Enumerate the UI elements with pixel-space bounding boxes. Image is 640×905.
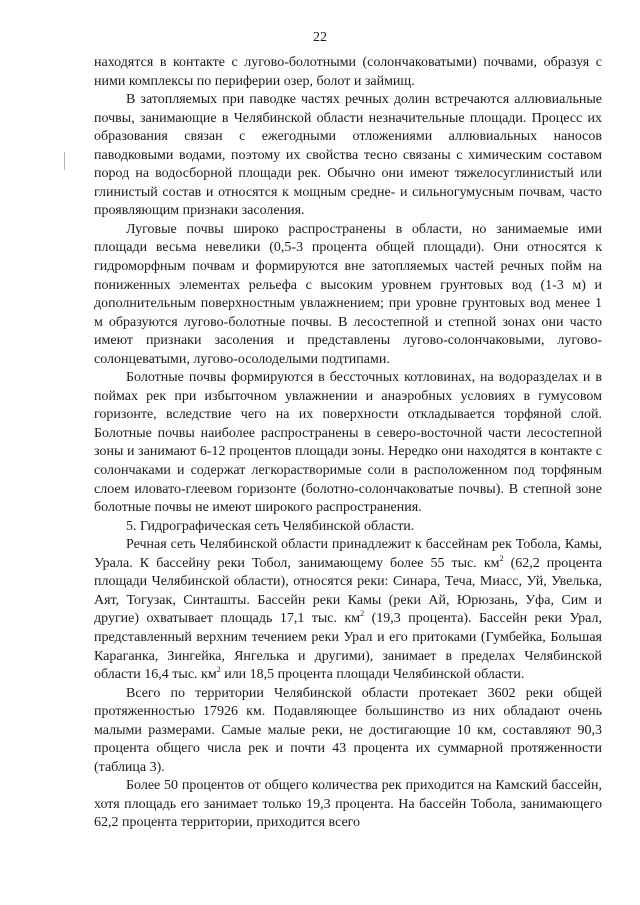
river-text-3: (19,3 процента). Бассейн реки Урал, представленный верхним течением реки Урал и его притоками (Гумбейка, Большая Караганка, Зингейка, Янгелька и другими), занимает в пределах Челябинской области 16,4 тыс. км	[94, 611, 602, 683]
paragraph-bog-soils: Болотные почвы формируются в бессточных котловинах, на водоразделах и в поймах рек при избыточном увлажнении и анаэробных условиях в гумусовом горизонте, вследствие чего на их поверхности откладывается торфяной слой. Болотные почвы наиболее распространены в северо-восточной части лесостепной зоны и занимают 6-12 процентов площади зоны. Нередко они находятся в контакте с солончаками и содержат легкорастворимые соли в расположенном под торфяным слоем иловато-глеевом горизонте (болотно-солончаковатые почвы). В степной зоне болотные почвы не имеют широкого распространения.	[94, 370, 602, 516]
page-number: 22	[313, 30, 327, 45]
paragraph-kama-basin: Более 50 процентов от общего количества рек приходится на Камский бассейн, хотя площадь его занимает только 19,3 процента. На бассейн Тобола, занимающего 62,2 процента территории, приходится всего	[94, 778, 602, 831]
paragraph-meadow-soils: Луговые почвы широко распространены в области, но занимаемые ими площади весьма невелики (0,5-3 процента общей площади). Они относятся к гидроморфным почвам и формируются вне затопляемых частей речных пойм на пониженных элементах рельефа с высоким уровнем грунтовых вод (1-3 м) и дополнительным поверхностным увлажнением; при уровне грунтовых вод менее 1 м образуются лугово-болотные почвы. В лесостепной и степной зонах они часто имеют признаки засоления и представлены лугово-солончаковыми, лугово-солонцеватыми, лугово-осолоделыми подтипами.	[94, 221, 602, 367]
superscript-2: 2	[360, 609, 365, 619]
margin-mark	[64, 152, 65, 170]
paragraph-soils-contact: находятся в контакте с лугово-болотными (солончаковатыми) почвами, образуя с ними комплексы по периферии озер, болот и займищ.	[94, 55, 602, 89]
section-heading: 5. Гидрографическая сеть Челябинской области.	[126, 518, 415, 534]
paragraph-river-network	[94, 536, 602, 684]
river-text-4: или 18,5 процента площади Челябинской области.	[220, 667, 525, 683]
superscript-2: 2	[216, 665, 221, 675]
superscript-2: 2	[499, 553, 504, 563]
river-text-1: Речная сеть Челябинской области принадлежит к бассейнам рек Тобола, Камы, Урала. К бассейну реки Тобол, занимающему более 55 тыс. км	[94, 537, 602, 571]
paragraph-river-count: Всего по территории Челябинской области протекает 3602 реки общей протяженностью 17926 км. Подавляющее большинство из них обладают очень малыми размерами. Самые малые реки, не достигающие 10 км, составляют 90,3 процента общего числа рек и почти 43 процента их суммарной протяженности (таблица 3).	[94, 685, 602, 775]
river-text-2: (62,2 процента площади Челябинской области), относятся реки: Синара, Теча, Миасс, Уй, Увелька, Аят, Тогузак, Синташты. Бассейн реки Камы (реки Ай, Юрюзань, Уфа, Сим и другие) охватывает площадь 17,1 тыс. км	[94, 555, 602, 627]
document-body	[94, 54, 602, 833]
paragraph-alluvial-soils: В затопляемых при паводке частях речных долин встречаются аллювиальные почвы, занимающие в Челябинской области незначительные площади. Процесс их образования связан с ежегодными отложениями аллювиальных наносов паводковыми водами, поэтому их свойства тесно связаны с химическим составом пород на водосборной площади рек. Обычно они имеют тяжелосуглинистый или глинистый состав и относятся к мощным средне- и сильногумусным почвам, часто проявляющим признаки засоления.	[94, 92, 602, 219]
